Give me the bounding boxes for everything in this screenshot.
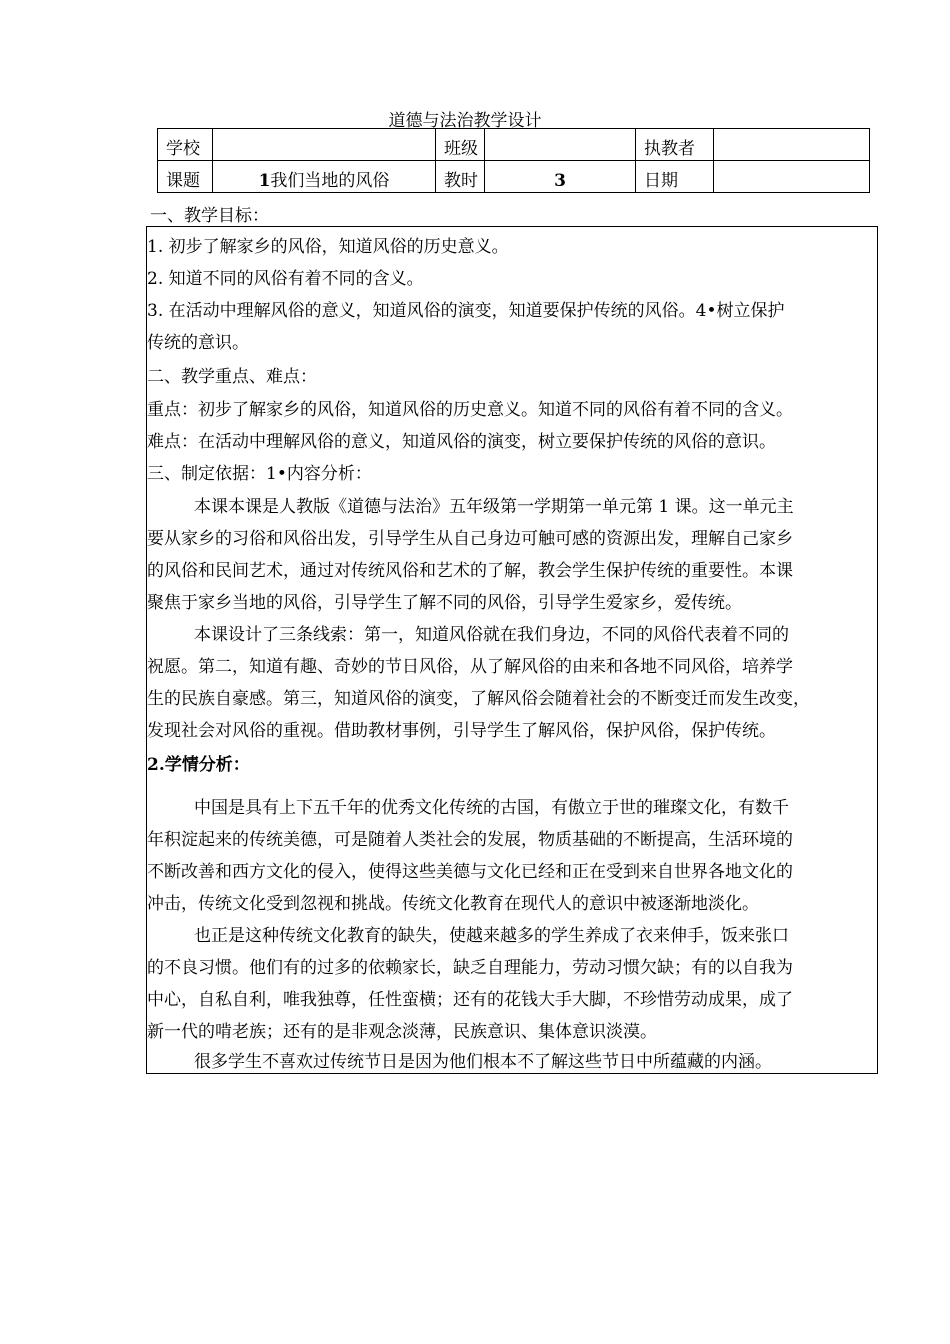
topic-number: 1 (258, 171, 271, 191)
content-para1-line3: 的风俗和民间艺术，通过对传统风俗和艺术的了解，教会学生保护传统的重要性。本课 (147, 561, 793, 581)
school-label-cell (158, 129, 213, 161)
date-label-cell (636, 161, 714, 193)
goal-line-3: 3. 在活动中理解风俗的意义，知道风俗的演变，知道要保护传统的风俗。4•树立保护 (147, 301, 785, 321)
info-row-2 (158, 161, 870, 193)
student-para1-line1: 中国是具有上下五千年的优秀文化传统的古国，有傲立于世的璀璨文化，有数千 (194, 798, 789, 818)
school-label: 学校 (166, 139, 200, 159)
date-value-cell (714, 161, 870, 193)
goal-line-2: 2. 知道不同的风俗有着不同的含义。 (147, 269, 424, 289)
section-teaching-goals-heading: 一、教学目标： (150, 206, 269, 226)
class-label: 班级 (444, 139, 478, 159)
goal-line-1: 1. 初步了解家乡的风俗，知道风俗的历史意义。 (147, 237, 509, 257)
content-para1-line2: 要从家乡的习俗和风俗出发，引导学生从自己身边可触可感的资源出发，理解自己家乡 (147, 529, 793, 549)
document-title: 道德与法治教学设计 (388, 111, 542, 131)
student-para2-line3: 中心，自私自利，唯我独尊，任性蛮横；还有的花钱大手大脚，不珍惜劳动成果，成了 (147, 990, 793, 1010)
class-value-cell (485, 129, 636, 161)
topic-wrap (213, 170, 435, 192)
content-para2-line4: 发现社会对风俗的重视。借助教材事例，引导学生了解风俗，保护风俗，保护传统。 (147, 721, 776, 741)
section-basis-heading: 三、制定依据：1•内容分析： (147, 464, 372, 484)
date-label: 日期 (644, 171, 678, 191)
section-student-analysis-heading: 2.学情分析： (147, 755, 250, 775)
student-para2-line4: 新一代的啃老族；还有的是非观念淡薄，民族意识、集体意识淡漠。 (147, 1022, 657, 1042)
goal-line-3-cont: 传统的意识。 (147, 333, 249, 353)
hours-value-cell (485, 161, 636, 193)
student-para2-line2: 的不良习惯。他们有的过多的依赖家长，缺乏自理能力，劳动习惯欠缺；有的以自我为 (147, 958, 793, 978)
topic-label: 课题 (166, 171, 200, 191)
student-para3-line1: 很多学生不喜欢过传统节日是因为他们根本不了解这些节日中所蕴藏的内涵。 (194, 1052, 772, 1072)
topic-value: 我们当地的风俗 (270, 171, 390, 191)
section-key-points-heading: 二、教学重点、难点： (147, 367, 317, 387)
teacher-value-cell (714, 129, 870, 161)
topic-value-cell (213, 161, 436, 193)
student-para1-line2: 年积淀起来的传统美德，可是随着人类社会的发展，物质基础的不断提高，生活环境的 (147, 830, 793, 850)
content-para2-line1: 本课设计了三条线索：第一，知道风俗就在我们身边，不同的风俗代表着不同的 (194, 625, 789, 645)
teacher-label-cell (636, 129, 714, 161)
difficulty-line: 难点：在活动中理解风俗的意义，知道风俗的演变，树立要保护传统的风俗的意识。 (147, 432, 776, 452)
school-value-cell (213, 129, 436, 161)
student-para2-line1: 也正是这种传统文化教育的缺失，使越来越多的学生养成了衣来伸手，饭来张口 (194, 926, 789, 946)
teacher-label: 执教者 (644, 139, 695, 159)
content-box (146, 226, 878, 1074)
class-label-cell (436, 129, 485, 161)
hours-label-cell (436, 161, 485, 193)
student-para1-line4: 冲击，传统文化受到忽视和挑战。传统文化教育在现代人的意识中被逐渐地淡化。 (147, 894, 759, 914)
info-row-1 (158, 129, 870, 161)
content-para2-line3: 生的民族自豪感。第三，知道风俗的演变，了解风俗会随着社会的不断变迁而发生改变， (147, 689, 810, 709)
content-para2-line2: 祝愿。第二，知道有趣、奇妙的节日风俗，从了解风俗的由来和各地不同风俗，培养学 (147, 657, 793, 677)
content-para1-line4: 聚焦于家乡当地的风俗，引导学生了解不同的风俗，引导学生爱家乡，爱传统。 (147, 593, 742, 613)
content-para1-line1: 本课本课是人教版《道德与法治》五年级第一学期第一单元第 1 课。这一单元主 (194, 497, 794, 517)
key-point-line: 重点：初步了解家乡的风俗，知道风俗的历史意义。知道不同的风俗有着不同的含义。 (147, 400, 793, 420)
hours-label: 教时 (444, 171, 478, 191)
student-para1-line3: 不断改善和西方文化的侵入，使得这些美德与文化已经和正在受到来自世界各地文化的 (147, 862, 793, 882)
hours-value: 3 (554, 171, 566, 191)
info-table (157, 128, 870, 193)
topic-label-cell (158, 161, 213, 193)
